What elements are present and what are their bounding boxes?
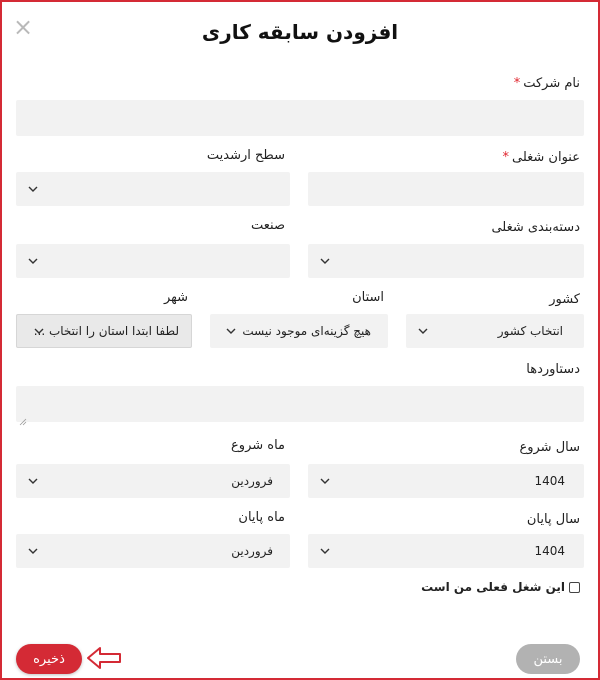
end-month-label: ماه پایان [238, 510, 285, 525]
current-job-row [421, 580, 580, 594]
achievements-textarea[interactable] [16, 386, 584, 422]
arrow-left-icon [86, 645, 122, 671]
required-mark: * [502, 150, 509, 165]
chevron-down-icon [27, 183, 39, 195]
city-select[interactable]: لطفا ابتدا استان را انتخاب ... [16, 314, 192, 348]
start-year-select[interactable]: 1404 [308, 464, 584, 498]
start-month-label: ماه شروع [231, 438, 285, 453]
current-job-checkbox[interactable] [569, 582, 580, 593]
chevron-down-icon [27, 255, 39, 267]
required-mark: * [513, 76, 521, 91]
company-name-label: نام شرکت* [513, 76, 580, 91]
seniority-label: سطح ارشدیت [206, 148, 285, 163]
chevron-down-icon [319, 255, 331, 267]
save-button[interactable]: ذخیره [16, 644, 82, 674]
country-select[interactable]: انتخاب کشور [406, 314, 584, 348]
province-select[interactable]: هیچ گزینه‌ای موجود نیست [210, 314, 388, 348]
chevron-down-icon [33, 325, 45, 337]
modal-title: افزودن سابقه کاری [201, 20, 399, 44]
end-year-select[interactable]: 1404 [308, 534, 584, 568]
company-name-input[interactable] [16, 100, 584, 136]
industry-select[interactable] [16, 244, 290, 278]
job-category-select[interactable] [308, 244, 584, 278]
close-icon[interactable]: × [12, 13, 34, 41]
job-title-label: عنوان شغلی* [502, 150, 580, 165]
province-label: استان [352, 290, 384, 305]
chevron-down-icon [225, 325, 237, 337]
seniority-select[interactable] [16, 172, 290, 206]
city-label: شهر [163, 290, 188, 305]
chevron-down-icon [319, 475, 331, 487]
start-year-label: سال شروع [519, 440, 580, 455]
chevron-down-icon [319, 545, 331, 557]
end-month-select[interactable]: فروردین [16, 534, 290, 568]
start-month-select[interactable]: فروردین [16, 464, 290, 498]
end-year-label: سال پایان [526, 512, 580, 527]
chevron-down-icon [27, 545, 39, 557]
chevron-down-icon [417, 325, 429, 337]
current-job-label: این شغل فعلی من است [421, 580, 565, 594]
country-label: کشور [549, 292, 580, 307]
job-category-label: دسته‌بندی شغلی [491, 220, 580, 235]
industry-label: صنعت [251, 218, 285, 233]
chevron-down-icon [27, 475, 39, 487]
achievements-label: دستاوردها [526, 362, 580, 377]
resize-handle-icon[interactable] [19, 411, 27, 419]
close-button[interactable]: بستن [516, 644, 580, 674]
job-title-input[interactable] [308, 172, 584, 206]
